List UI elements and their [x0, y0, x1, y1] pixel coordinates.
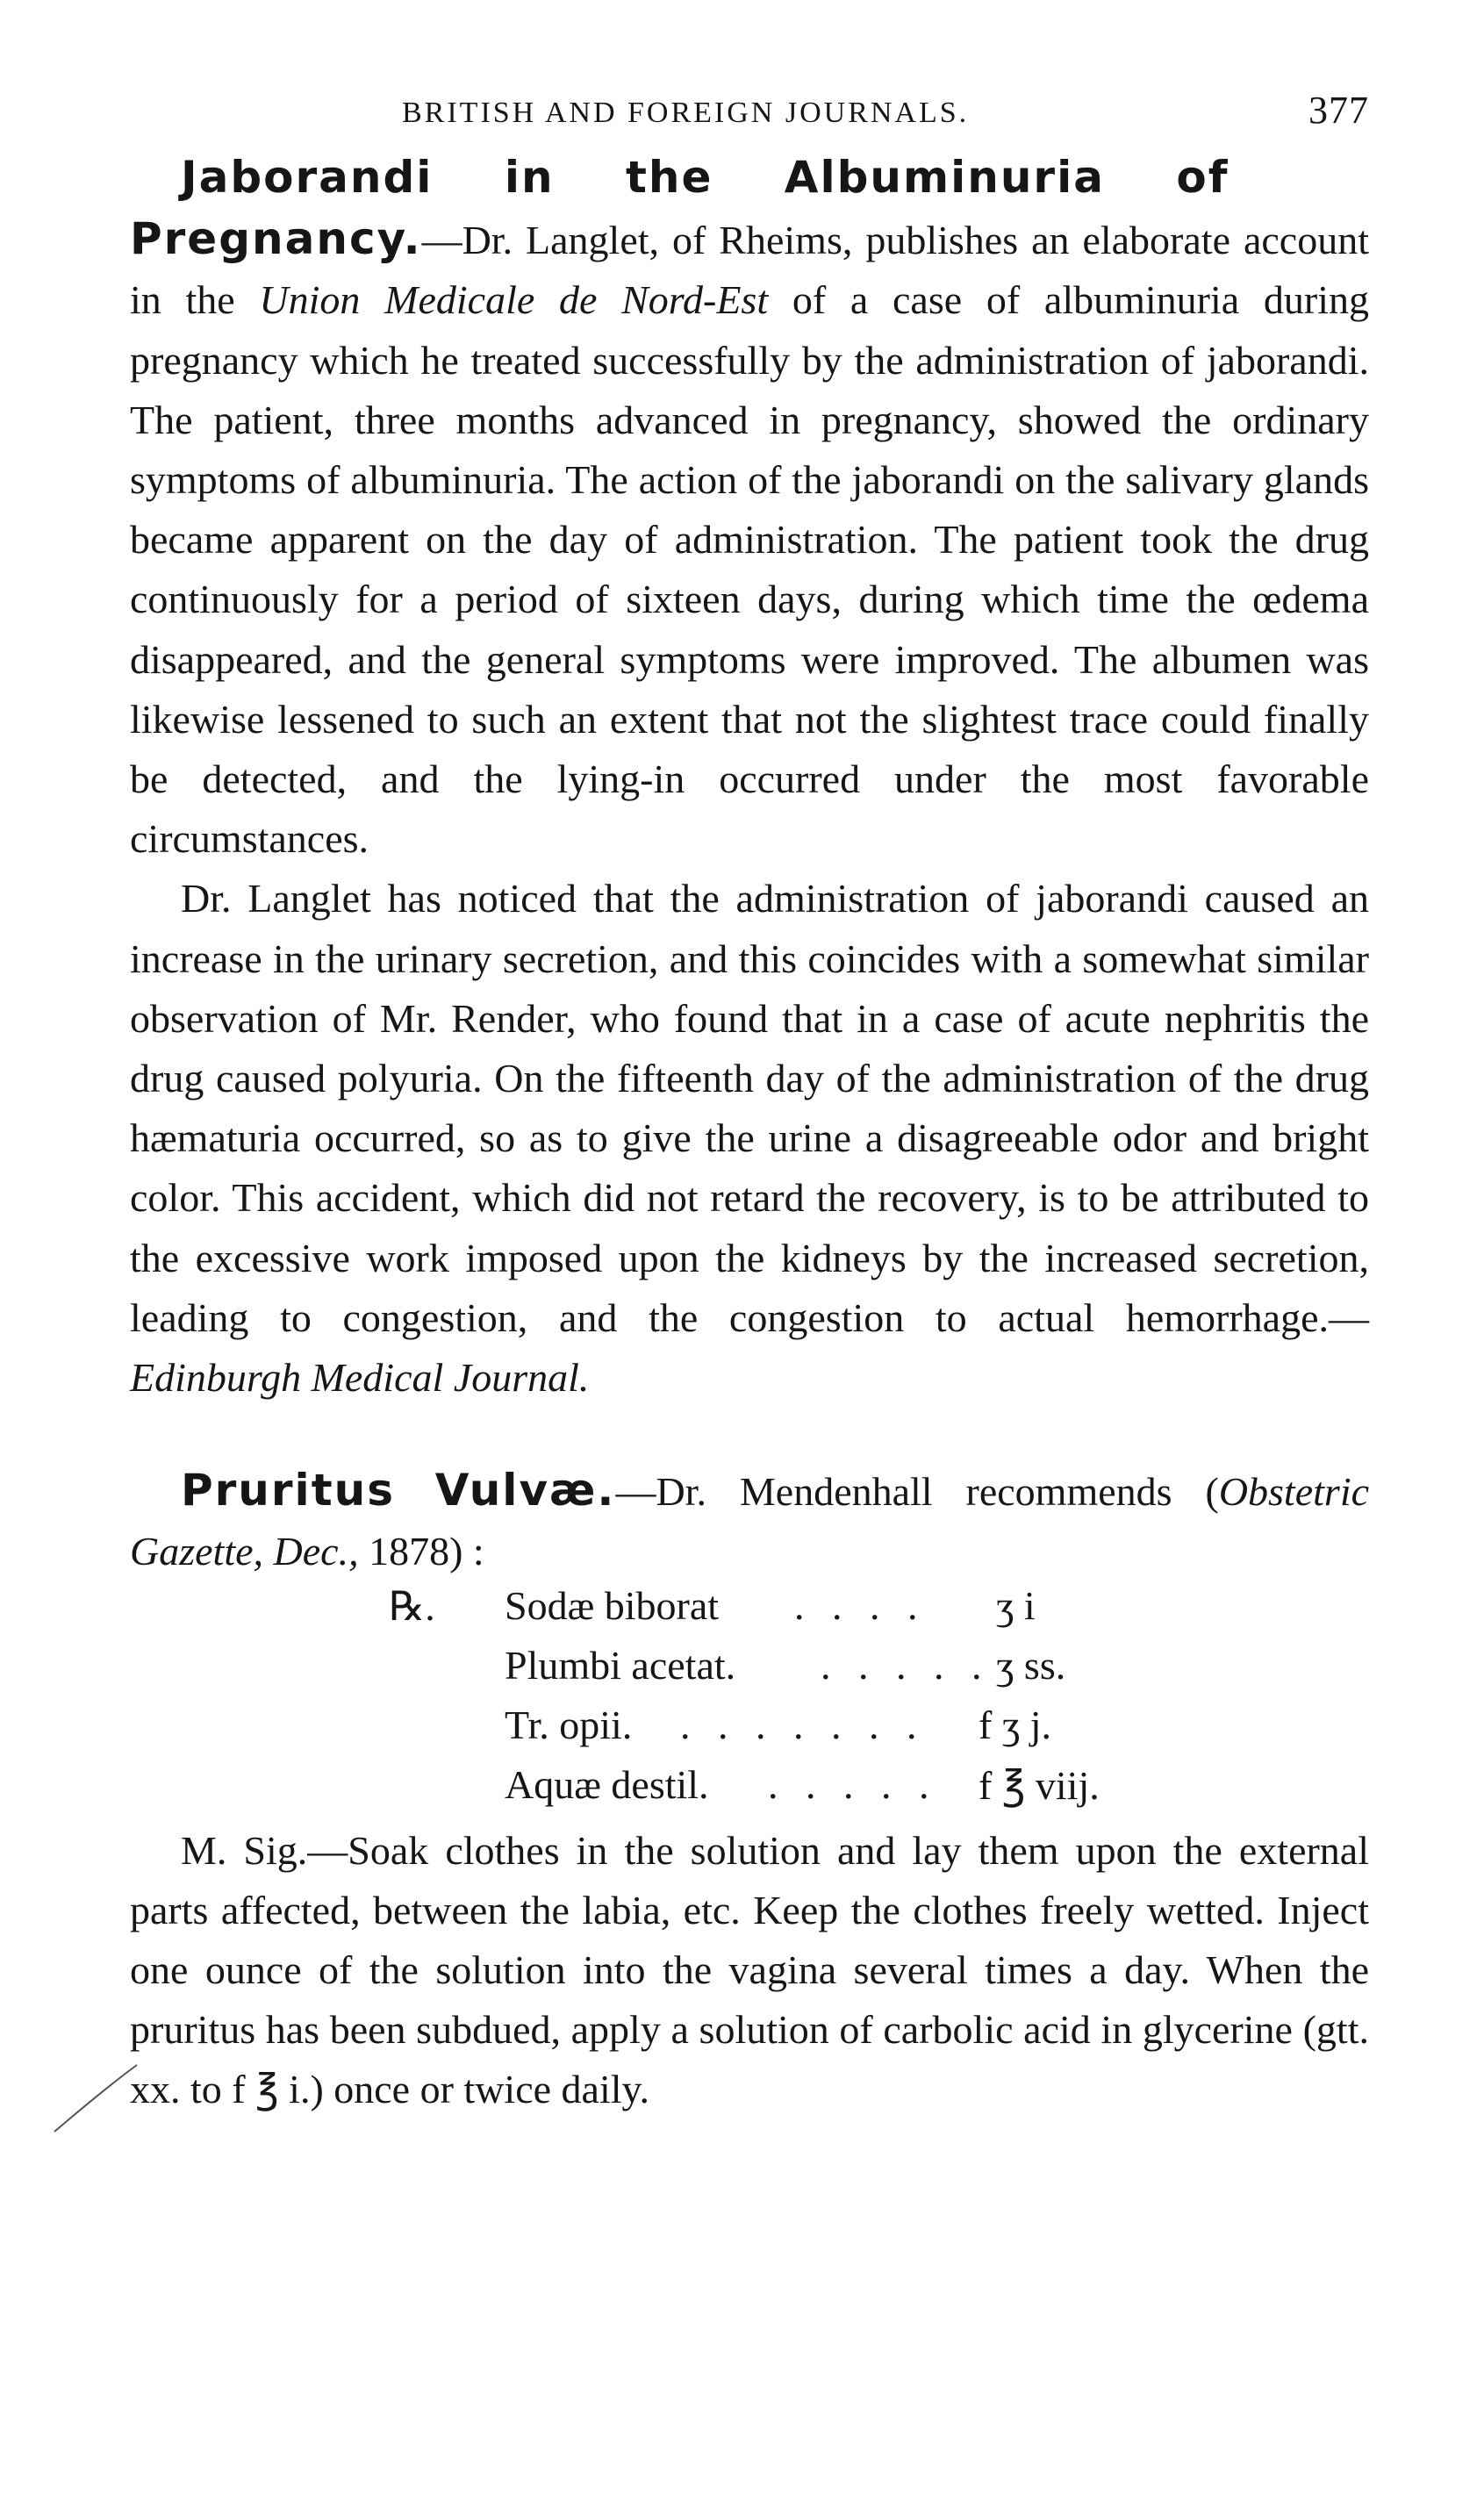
leader-dots: . . . . . . . — [680, 1702, 926, 1747]
section-gap — [130, 1408, 1369, 1460]
paragraph-text: —Dr. Langlet, of Rheims, publishes an elaborate account in the — [130, 218, 1369, 323]
paragraph-text: of a case of albuminuria during pregnancy which he treated successfully by the administration of jaborandi. The patient, three months advanced in pregnancy, showed the ordinary symptoms of albuminuria. The action of the jaborandi on the salivary glands became apparent on the day of administration. The patient took the drug continuously for a period of sixteen days, during which time the œdema disappeared, and the general symptoms were improved. The albumen was likewise lessened to such an extent that not the slightest trace could finally be detected, and the lying-in occurred under the most favorable circumstances. — [130, 277, 1369, 862]
ingredient-name: Sodæ biborat — [505, 1582, 720, 1628]
ingredient-quantity: f ℥ viij. — [979, 1762, 1100, 1808]
ingredient-row — [505, 1642, 1294, 1702]
article-jaborandi — [130, 147, 1369, 1408]
running-head — [130, 86, 1369, 147]
article-heading-line — [130, 147, 1369, 209]
ingredient-name: Tr. opii. — [505, 1702, 633, 1747]
article-title: Pruritus Vulvæ. — [181, 1465, 616, 1516]
leader-dots: . . . . . — [768, 1761, 938, 1807]
running-head-title: BRITISH AND FOREIGN JOURNALS. — [402, 97, 970, 129]
article-intro — [130, 1460, 1369, 1581]
pencil-mark-icon — [49, 2058, 146, 2137]
article-paragraph-2 — [130, 869, 1369, 1408]
journal-name: Union Medicale de Nord-Est — [259, 277, 769, 323]
intro-end: 1878) : — [358, 1529, 484, 1574]
page-number: 377 — [1308, 89, 1369, 132]
source-citation: Edinburgh Medical Journal. — [130, 1355, 590, 1401]
ingredient-name: Plumbi acetat. — [505, 1642, 736, 1688]
intro-text: —Dr. Mendenhall recommends ( — [615, 1469, 1219, 1515]
book-page — [130, 86, 1369, 2120]
recipe-symbol: ℞. — [389, 1583, 435, 1629]
ingredient-row — [505, 1702, 1294, 1761]
article-pruritus — [130, 1460, 1369, 2119]
prescription-directions: M. Sig.—Soak clothes in the solution and lay them upon the external parts affected, between the labia, etc. Keep the clothes freely wetted. Inject one ounce of the solution into the vagina several times a day. When the pruritus has been subdued, apply a solution of carbolic acid in glycerine (gtt. xx. to f ℥ i.) once or twice daily. — [130, 1827, 1369, 2112]
article-title-line2: Pregnancy. — [130, 213, 422, 265]
journal-citation: Obstetric Gazette, Dec., — [130, 1469, 1370, 1574]
article-paragraph-1 — [130, 209, 1369, 869]
leader-dots: . . . . . — [821, 1642, 991, 1688]
ingredient-quantity: ʒ i — [996, 1582, 1036, 1628]
prescription — [130, 1582, 1369, 1821]
ingredient-quantity: ʒ ss. — [996, 1642, 1066, 1688]
paragraph-text: Dr. Langlet has noticed that the administration of jaborandi caused an increase in the urinary secretion, and this coincides with a somewhat similar observation of Mr. Render, who found that in a case of acute nephritis the drug caused polyuria. On the fifteenth day of the administration of the drug hæmaturia occurred, so as to give the urine a disagreeable odor and bright color. This accident, which did not retard the recovery, is to be attributed to the excessive work imposed upon the kidneys by the increased secretion, leading to congestion, and the congestion to actual hemorrhage.— — [130, 876, 1369, 1340]
leader-dots: . . . . — [794, 1582, 927, 1628]
ingredient-row — [505, 1582, 1294, 1642]
ingredient-name: Aquæ destil. — [505, 1761, 709, 1807]
ingredient-row — [505, 1761, 1294, 1821]
ingredient-quantity: f ʒ j. — [979, 1702, 1052, 1747]
article-title-line1: Jaborandi in the Albuminuria of — [181, 152, 1229, 203]
